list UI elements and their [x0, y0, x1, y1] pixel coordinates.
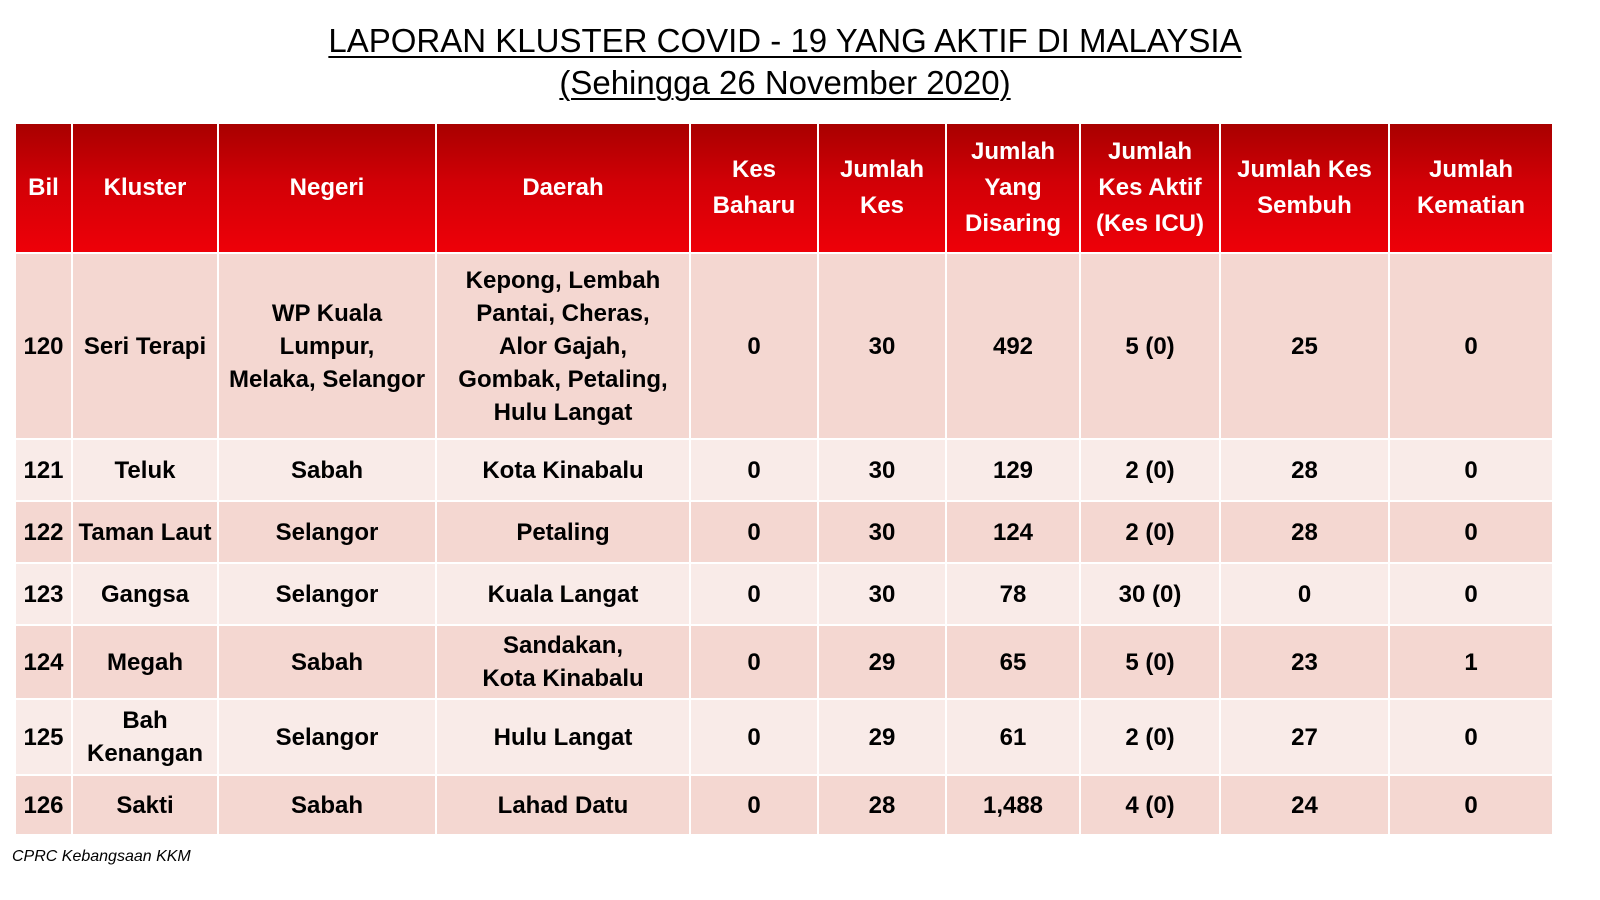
cell-sembuh: 28	[1220, 501, 1389, 563]
cell-text-line: Kuala Langat	[487, 580, 639, 608]
cell-daerah	[436, 439, 690, 501]
header-jumlah-kes	[818, 123, 946, 253]
table-row	[15, 625, 1553, 699]
cell-kes-baharu: 0	[690, 625, 818, 699]
cell-text-line: (Kes ICU)	[1095, 210, 1204, 237]
cell-daerah	[436, 501, 690, 563]
cell-kes-baharu: 0	[690, 775, 818, 835]
cell-daerah	[436, 563, 690, 625]
cell-text-line: Kenangan	[86, 740, 203, 767]
cell-text-line: Selangor	[275, 518, 379, 546]
cell-kes-aktif: 5 (0)	[1080, 253, 1220, 439]
cell-disaring: 61	[946, 699, 1080, 775]
cell-sembuh: 0	[1220, 563, 1389, 625]
cell-kluster	[72, 699, 218, 775]
cell-kematian: 0	[1389, 439, 1553, 501]
cell-text-line: Seri Terapi	[83, 332, 207, 360]
cell-text-line: Gombak, Petaling,	[458, 365, 668, 393]
cell-kluster	[72, 501, 218, 563]
cell-text-line: Jumlah	[1107, 138, 1193, 165]
cell-text-line: Kes	[731, 156, 777, 183]
cell-text-line: Kota Kinabalu	[482, 665, 644, 692]
cell-text-line: Lahad Datu	[497, 791, 629, 819]
table-row	[15, 699, 1553, 775]
cell-kematian: 0	[1389, 775, 1553, 835]
cell-kes-baharu: 0	[690, 253, 818, 439]
header-jumlah-kes-sembuh	[1220, 123, 1389, 253]
header-kluster	[72, 123, 218, 253]
title-line-2: (Sehingga 26 November 2020)	[559, 64, 1011, 101]
table-row	[15, 439, 1553, 501]
cell-text-line: Daerah	[522, 174, 604, 201]
cell-text-line: Pantai, Cheras,	[476, 299, 650, 327]
cell-kes-aktif: 2 (0)	[1080, 501, 1220, 563]
cell-daerah	[436, 775, 690, 835]
cell-disaring: 1,488	[946, 775, 1080, 835]
cell-kes-aktif: 4 (0)	[1080, 775, 1220, 835]
cell-disaring: 78	[946, 563, 1080, 625]
cell-text-line: Hulu Langat	[493, 398, 633, 426]
cell-text-line: Sakti	[116, 791, 174, 819]
cell-bil: 121	[15, 439, 72, 501]
cell-bil: 122	[15, 501, 72, 563]
cell-disaring: 65	[946, 625, 1080, 699]
cell-kes-aktif: 30 (0)	[1080, 563, 1220, 625]
cell-disaring: 129	[946, 439, 1080, 501]
cell-kematian: 0	[1389, 501, 1553, 563]
cell-text-line: Megah	[106, 648, 183, 676]
cell-bil: 120	[15, 253, 72, 439]
cell-text-line: Jumlah Kes	[1237, 156, 1372, 183]
header-kes-baharu	[690, 123, 818, 253]
cell-text-line: Kematian	[1416, 192, 1526, 219]
cell-text-line: Sembuh	[1257, 192, 1352, 219]
cell-kluster	[72, 563, 218, 625]
cell-jumlah-kes: 30	[818, 439, 946, 501]
cell-bil: 125	[15, 699, 72, 775]
cell-bil: 126	[15, 775, 72, 835]
cell-disaring: 124	[946, 501, 1080, 563]
table-row	[15, 501, 1553, 563]
cell-kematian: 0	[1389, 253, 1553, 439]
cell-text-line: Selangor	[275, 723, 379, 751]
cell-kluster	[72, 775, 218, 835]
cell-text-line: Jumlah	[1428, 156, 1514, 183]
cell-jumlah-kes: 30	[818, 253, 946, 439]
cell-kluster	[72, 625, 218, 699]
cell-text-line: Jumlah	[839, 156, 925, 183]
cell-kes-baharu: 0	[690, 439, 818, 501]
cell-text-line: Disaring	[964, 210, 1062, 237]
cell-text-line: Bah	[122, 707, 168, 734]
cell-jumlah-kes: 29	[818, 699, 946, 775]
cell-text-line: Melaka, Selangor	[228, 365, 426, 393]
cell-sembuh: 23	[1220, 625, 1389, 699]
cell-text-line: Gangsa	[100, 580, 190, 608]
cell-sembuh: 28	[1220, 439, 1389, 501]
cell-text-line: Hulu Langat	[493, 723, 633, 751]
table-row	[15, 775, 1553, 835]
cell-sembuh: 25	[1220, 253, 1389, 439]
cell-disaring: 492	[946, 253, 1080, 439]
table-row	[15, 563, 1553, 625]
cell-kluster	[72, 439, 218, 501]
cell-kematian: 0	[1389, 699, 1553, 775]
table-header-row	[15, 123, 1553, 253]
cell-text-line: Sabah	[290, 456, 364, 484]
cell-daerah	[436, 625, 690, 699]
cell-text-line: Kluster	[103, 174, 187, 201]
cell-text-line: Kes	[859, 192, 905, 219]
cell-kes-baharu: 0	[690, 563, 818, 625]
cell-jumlah-kes: 30	[818, 501, 946, 563]
header-jumlah-disaring	[946, 123, 1080, 253]
cell-text-line: Sandakan,	[502, 632, 624, 659]
cell-negeri	[218, 563, 436, 625]
header-jumlah-kes-aktif	[1080, 123, 1220, 253]
cell-kes-aktif: 5 (0)	[1080, 625, 1220, 699]
cell-kes-aktif: 2 (0)	[1080, 439, 1220, 501]
cell-sembuh: 27	[1220, 699, 1389, 775]
cluster-table	[14, 122, 1554, 836]
cell-text-line: Teluk	[114, 456, 176, 484]
cell-negeri	[218, 625, 436, 699]
cell-text-line: Baharu	[712, 192, 796, 219]
cell-jumlah-kes: 30	[818, 563, 946, 625]
cell-text-line: Jumlah	[970, 138, 1056, 165]
cell-text-line: Sabah	[290, 791, 364, 819]
header-daerah	[436, 123, 690, 253]
cell-negeri	[218, 775, 436, 835]
cell-text-line: Negeri	[289, 174, 365, 201]
cell-text-line: Yang	[984, 174, 1042, 201]
cell-kes-aktif: 2 (0)	[1080, 699, 1220, 775]
cell-kematian: 0	[1389, 563, 1553, 625]
cell-jumlah-kes: 29	[818, 625, 946, 699]
report-title	[0, 20, 1570, 104]
cell-text-line: Selangor	[275, 580, 379, 608]
header-bil	[15, 123, 72, 253]
cell-negeri	[218, 439, 436, 501]
cell-kes-baharu: 0	[690, 501, 818, 563]
cell-kematian: 1	[1389, 625, 1553, 699]
cell-text-line: WP Kuala Lumpur,	[271, 299, 383, 360]
cell-kes-baharu: 0	[690, 699, 818, 775]
cell-text-line: Taman Laut	[78, 518, 212, 546]
cell-text-line: Petaling	[516, 518, 610, 546]
cell-sembuh: 24	[1220, 775, 1389, 835]
table-row	[15, 253, 1553, 439]
cell-negeri	[218, 501, 436, 563]
cell-bil: 123	[15, 563, 72, 625]
source-footnote: CPRC Kebangsaan KKM	[12, 848, 191, 865]
cell-negeri	[218, 253, 436, 439]
cell-daerah	[436, 253, 690, 439]
cell-kluster	[72, 253, 218, 439]
cell-text-line: Kota Kinabalu	[482, 456, 644, 484]
cell-text-line: Kes Aktif	[1098, 174, 1202, 201]
cell-jumlah-kes: 28	[818, 775, 946, 835]
cell-text-line: Bil	[28, 174, 59, 201]
cell-text-line: Kepong, Lembah	[465, 266, 661, 294]
title-line-1: LAPORAN KLUSTER COVID - 19 YANG AKTIF DI MALAYSIA	[328, 22, 1242, 59]
cell-text-line: Sabah	[290, 648, 364, 676]
header-jumlah-kematian	[1389, 123, 1553, 253]
cell-bil: 124	[15, 625, 72, 699]
cell-negeri	[218, 699, 436, 775]
cell-text-line: Alor Gajah,	[498, 332, 628, 360]
header-negeri	[218, 123, 436, 253]
cell-daerah	[436, 699, 690, 775]
